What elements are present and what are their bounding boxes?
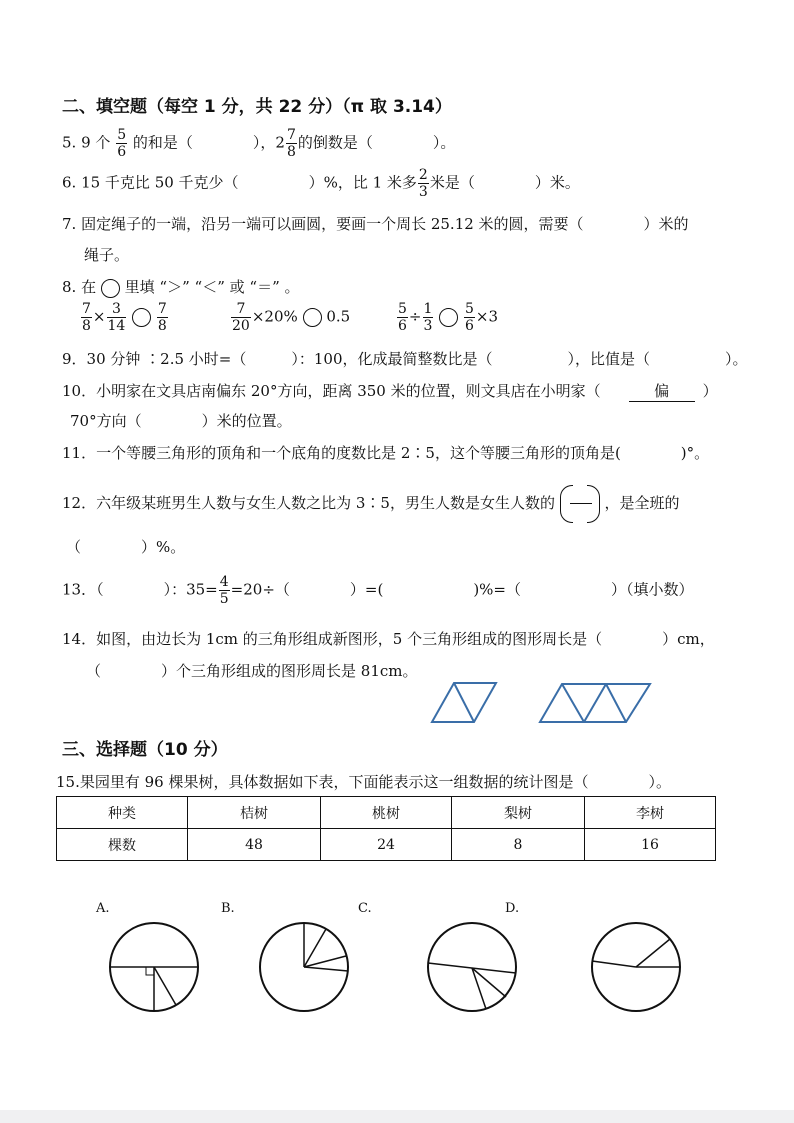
q5-text-a: 5. 9 个: [62, 133, 111, 152]
q6-text-d: ）米。: [534, 173, 580, 192]
compare-circle-2[interactable]: [303, 308, 322, 327]
q5-text-e: ）。: [432, 133, 456, 152]
option-d-label[interactable]: D.: [505, 901, 520, 916]
question-10-line-1: 10．小明家在文具店南偏东 20°方向，距离 350 米的位置，则文具店在小明家（ 偏 ）: [62, 382, 718, 400]
table-cell: 8: [452, 829, 585, 861]
table-cell: 桃树: [321, 797, 452, 829]
question-15: 15.果园里有 96 棵果树，具体数据如下表，下面能表示这一组数据的统计图是（ ）。: [56, 773, 671, 791]
fraction-5-6: $\frac{5}{6}$: [117, 127, 127, 160]
option-a-label[interactable]: A.: [96, 901, 110, 916]
pie-chart-option-a[interactable]: [108, 921, 200, 1013]
triangle-figures: [430, 680, 670, 726]
table-cell: 16: [585, 829, 716, 861]
option-c-label[interactable]: C.: [358, 901, 372, 916]
question-7-line-1: 7. 固定绳子的一端，沿另一端可以画圆，要画一个周长 25.12 米的圆，需要（ ）米的: [62, 215, 689, 233]
question-12-line-1: 12．六年级某班男生人数与女生人数之比为 3∶5，男生人数是女生人数的 ，是全班的: [62, 485, 680, 523]
question-8: [62, 276, 300, 298]
q5-text-b: 的和是（: [132, 133, 193, 152]
q6-text-c: 米是（: [429, 173, 475, 192]
compare-circle-icon: [101, 279, 120, 298]
q8-expression-3: $\frac{5}{6}$ ÷ $\frac{1}{3}$ $\frac{5}{6}$ ×3: [398, 301, 499, 334]
fruit-tree-table: [56, 796, 716, 861]
q12-fraction-blank[interactable]: [560, 485, 600, 523]
q8-expression-1: $\frac{7}{8}$ × $\frac{3}{14}$ $\frac{7}{8}$: [82, 301, 167, 334]
compare-circle-3[interactable]: [439, 308, 458, 327]
question-14-line-2: （ ）个三角形组成的图形周长是 81cm。: [86, 662, 418, 680]
table-cell: 48: [188, 829, 321, 861]
q6-text-b: ）%，比 1 米多: [308, 173, 417, 192]
q8-text-b: 里填 “＞” “＜” 或 “＝” 。: [124, 278, 300, 296]
pie-chart-option-d[interactable]: [590, 921, 682, 1013]
fraction-2-3: $\frac{2}{3}$: [418, 167, 428, 200]
q8-text-a: 8. 在: [62, 278, 97, 296]
question-9: 9．30 分钟 ∶2.5 小时=（ ）：100，化成最简整数比是（ ），比值是（ ）。: [62, 350, 748, 368]
question-11: 11．一个等腰三角形的顶角和一个底角的度数比是 2∶5，这个等腰三角形的顶角是( )°。: [62, 444, 710, 462]
table-cell: 梨树: [452, 797, 585, 829]
table-cell: 李树: [585, 797, 716, 829]
option-b-label[interactable]: B.: [221, 901, 235, 916]
triangle-figure-2: [432, 683, 496, 722]
section-2-heading: 二、填空题（每空 1 分，共 22 分）（π 取 3.14）: [62, 97, 452, 117]
q5-text-c: ），2: [252, 133, 285, 152]
question-12-line-2: （ ）%。: [66, 538, 186, 556]
question-13: 13．（ ）：35= $\frac{4}{5}$ =20÷（ ）=( )%=（ ）（填小数）: [62, 574, 694, 607]
section-3-heading: 三、选择题（10 分）: [62, 740, 228, 760]
q6-text-a: 6. 15 千克比 50 千克少（: [62, 173, 239, 192]
q8-expression-2: $\frac{7}{20}$ ×20% 0.5: [232, 301, 351, 334]
triangle-figure-3: [540, 684, 650, 722]
question-6: [62, 168, 580, 199]
table-row: [57, 829, 716, 861]
pie-chart-option-b[interactable]: [258, 921, 350, 1013]
table-cell: 24: [321, 829, 452, 861]
table-cell: 桔树: [188, 797, 321, 829]
pie-chart-option-c[interactable]: [426, 921, 518, 1013]
question-10-line-2: 70°方向（ ）米的位置。: [70, 412, 292, 430]
question-5: [62, 128, 455, 159]
fraction-7-8: $\frac{7}{8}$: [286, 127, 296, 160]
q5-text-d: 的倒数是（: [297, 133, 373, 152]
table-header-row: [57, 797, 716, 829]
page-bottom-strip: [0, 1110, 794, 1123]
q10-direction-blank[interactable]: 偏: [629, 380, 695, 402]
table-cell: 种类: [57, 797, 188, 829]
question-7-line-2: 绳子。: [84, 246, 130, 264]
table-cell: 棵数: [57, 829, 188, 861]
compare-circle-1[interactable]: [132, 308, 151, 327]
question-14-line-1: 14．如图，由边长为 1cm 的三角形组成新图形，5 个三角形组成的图形周长是（ ）cm，: [62, 630, 715, 648]
